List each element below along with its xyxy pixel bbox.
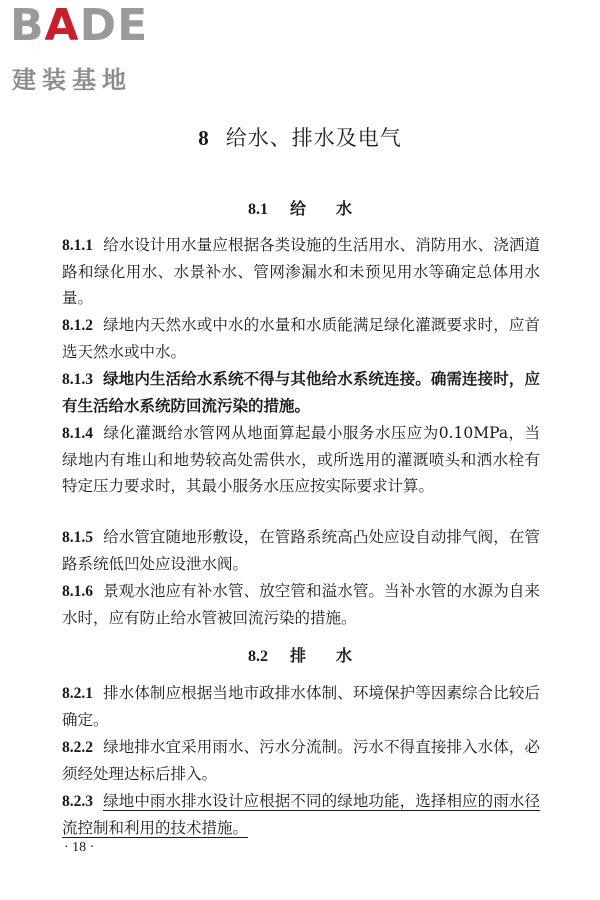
section-title: 给水 [289,199,382,218]
clause-8-1-1 [62,232,540,311]
clause-number: 8.1.2 [62,317,93,334]
clause-8-1-6 [62,578,540,631]
clause-text: 绿化灌溉给水管网从地面算起最小服务水压应为0.10MPa，当绿地内有堆山和地势较高处需供水，或所选用的灌溉喷头和洒水栓有特定压力要求时，其最小服务水压应按实际要求计算。 [62,424,540,495]
clause-text: 给水管宜随地形敷设，在管路系统高凸处应设自动排气阀，在管路系统低凹处应设泄水阀。 [62,528,540,573]
logo-letters-de: DE [79,0,149,51]
section-heading-8-2 [0,643,600,666]
clause-8-1-5 [62,524,540,577]
logo-letter-a-accent: A [44,0,80,51]
clause-number: 8.1.4 [62,425,93,442]
publisher-logo [10,0,180,94]
section-number: 8.2 [247,648,268,665]
clause-text: 给水设计用水量应根据各类设施的生活用水、消防用水、浇洒道路和绿化用水、水景补水、管网渗漏水和未预见用水等确定总体用水量。 [62,236,540,307]
clause-8-1-4 [62,420,540,499]
clause-8-1-3-mandatory [62,366,540,419]
section-number: 8.1 [247,201,268,218]
clause-8-2-2 [62,734,540,787]
clause-number: 8.2.3 [62,793,93,810]
clause-text: 绿地内天然水或中水的水量和水质能满足绿化灌溉要求时，应首选天然水或中水。 [62,316,540,361]
clause-number: 8.1.1 [62,237,93,254]
page-number: · 18 · [64,840,95,855]
chapter-title [0,122,600,152]
clause-text: 绿地中雨水排水设计应根据不同的绿地功能，选择相应的雨水径流控制和利用的技术措施。 [62,792,540,837]
logo-letter-b: B [10,0,45,51]
clause-8-2-3 [62,788,540,841]
clause-number: 8.2.1 [62,685,93,702]
clause-number: 8.1.6 [62,583,93,600]
clause-8-2-1 [62,680,540,733]
chapter-title-text: 给水、排水及电气 [225,126,402,150]
clause-number: 8.2.2 [62,739,93,756]
logo-subtitle: 建装基地 [12,66,132,94]
clause-text: 绿地内生活给水系统不得与其他给水系统连接。确需连接时，应有生活给水系统防回流污染的措施。 [62,369,540,415]
clause-text: 排水体制应根据当地市政排水体制、环境保护等因素综合比较后确定。 [62,684,540,729]
clause-number: 8.1.3 [62,371,93,388]
logo-wordmark [10,0,149,51]
clause-text: 景观水池应有补水管、放空管和溢水管。当补水管的水源为自来水时，应有防止给水管被回流污染的措施。 [62,582,540,627]
clause-number: 8.1.5 [62,529,93,546]
section-title: 排水 [289,646,382,665]
chapter-number: 8 [198,126,210,150]
section-heading-8-1 [0,196,600,219]
clause-8-1-2 [62,312,540,365]
clause-text: 绿地排水宜采用雨水、污水分流制。污水不得直接排入水体，必须经处理达标后排入。 [62,738,540,783]
